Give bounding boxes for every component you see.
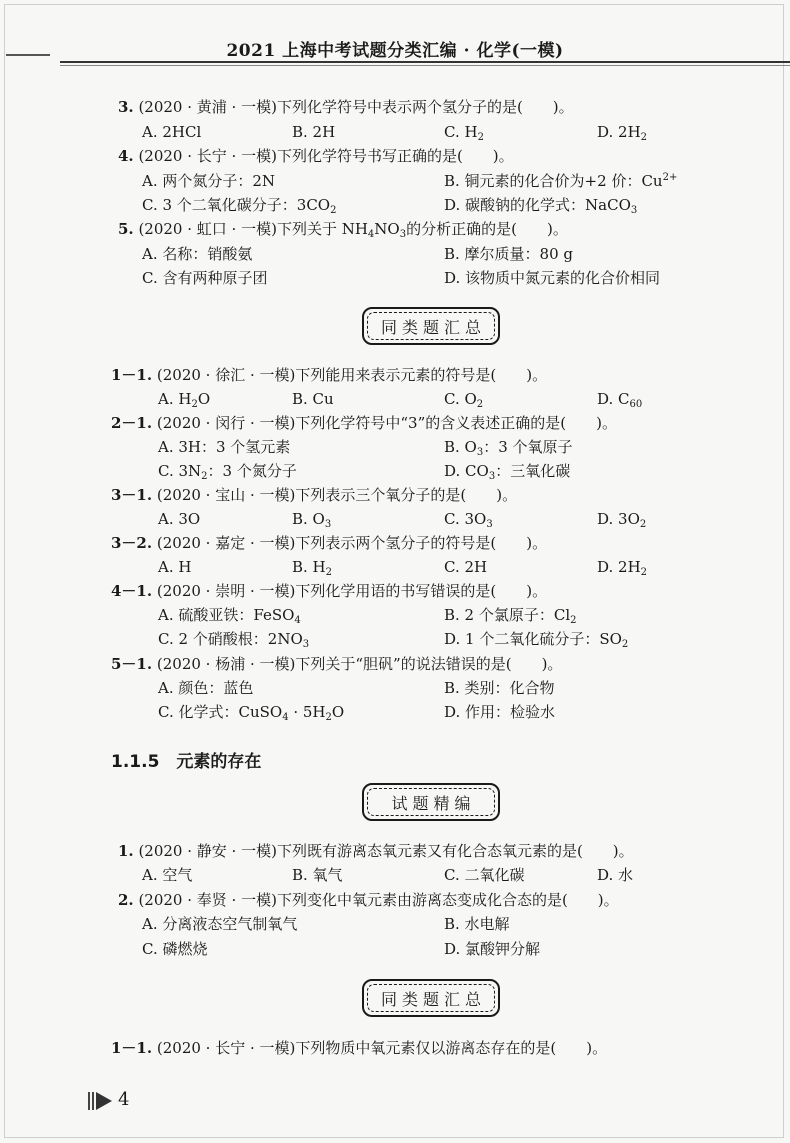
header-rule: [60, 61, 790, 63]
question-2-stem: 2. (2020 · 奉贤 · 一模)下列变化中氧元素由游离态变成化合态的是( )。: [118, 891, 619, 909]
question-3-stem: 3. (2020 · 黄浦 · 一模)下列化学符号中表示两个氢分子的是( )。: [118, 98, 574, 116]
s31-option-d: D. $3O_2$: [597, 510, 647, 530]
q4-option-d: D. 碳酸钠的化学式：NaCO$_3$: [444, 196, 638, 216]
e1-option-c: C. 二氧化碳: [444, 866, 525, 884]
page-header-title: 2021 上海中考试题分类汇编 · 化学(一模): [226, 41, 564, 61]
question-5-stem: 5. (2020 · 虹口 · 一模)下列关于 $NH_4NO_3$的分析正确的是( )。: [118, 220, 568, 240]
q4-option-a: A. 两个氮分子：2N: [142, 172, 276, 190]
s32-option-a: A. H: [158, 558, 192, 576]
s11-option-d: D. $C_{60}$: [597, 390, 643, 410]
similar-1-1-stem: 1－1. (2020 · 徐汇 · 一模)下列能用来表示元素的符号是( )。: [111, 366, 548, 384]
s41-option-c: C. 2 个硝酸根：$2NO_3$: [158, 630, 310, 650]
q5-option-c: C. 含有两种原子团: [142, 269, 268, 287]
e1-option-b: B. 氧气: [292, 866, 343, 884]
similar-3-2-stem: 3－2. (2020 · 嘉定 · 一模)下列表示两个氢分子的符号是( )。: [111, 534, 548, 552]
e2-option-a: A. 分离液态空气制氧气: [142, 915, 298, 933]
similar-2-1-stem: 2－1. (2020 · 闵行 · 一模)下列化学符号中“3”的含义表述正确的是( )。: [111, 414, 617, 432]
q3-option-b: B. 2H: [292, 123, 336, 141]
s21-option-a: A. 3H：3 个氢元素: [158, 438, 291, 456]
q5-option-b: B. 摩尔质量：80 g: [444, 245, 574, 263]
s11-option-b: B. Cu: [292, 390, 334, 408]
similar-1-1-stem-2: 1－1. (2020 · 长宁 · 一模)下列物质中氧元素仅以游离态存在的是( )。: [111, 1039, 608, 1057]
s11-option-c: C. $O_2$: [444, 390, 484, 410]
e2-option-b: B. 水电解: [444, 915, 510, 933]
s32-option-b: B. $H_2$: [292, 558, 333, 578]
header-rule-thin: [60, 65, 790, 66]
q3-option-a: A. 2HCl: [142, 123, 202, 141]
e2-option-d: D. 氯酸钾分解: [444, 940, 541, 958]
s11-option-a: A. $H_2O$: [158, 390, 211, 410]
page-number: 4: [118, 1089, 130, 1110]
similar-questions-banner-2: [362, 979, 500, 1017]
section-number: 1.1.5: [111, 752, 160, 772]
similar-5-1-stem: 5－1. (2020 · 杨浦 · 一模)下列关于“胆矾”的说法错误的是( )。: [111, 655, 563, 673]
q5-option-d: D. 该物质中氮元素的化合价相同: [444, 269, 661, 287]
similar-4-1-stem: 4－1. (2020 · 崇明 · 一模)下列化学用语的书写错误的是( )。: [111, 582, 548, 600]
banner-label: 试题精编: [391, 793, 476, 813]
s31-option-c: C. $3O_3$: [444, 510, 493, 530]
s21-option-d: D. $CO_3$：三氧化碳: [444, 462, 571, 482]
page-arrow-icon: [88, 1090, 114, 1112]
banner-label: 同类题汇总: [380, 989, 486, 1009]
q3-option-d: D. $2H_2$: [597, 123, 648, 143]
s32-option-d: D. $2H_2$: [597, 558, 648, 578]
s51-option-c: C. 化学式：CuSO$_4$ · $5H_2O$: [158, 703, 345, 723]
question-4-stem: 4. (2020 · 长宁 · 一模)下列化学符号书写正确的是( )。: [118, 147, 514, 165]
selected-questions-banner: [362, 783, 500, 821]
s41-option-b: B. 2 个氯原子：$Cl_2$: [444, 606, 577, 626]
q3-option-c: C. $H_2$: [444, 123, 484, 143]
section-title: 元素的存在: [176, 752, 262, 772]
s31-option-a: A. 3O: [158, 510, 201, 528]
e2-option-c: C. 磷燃烧: [142, 940, 208, 958]
s41-option-d: D. 1 个二氧化硫分子：$SO_2$: [444, 630, 629, 650]
banner-label: 同类题汇总: [380, 317, 486, 337]
s21-option-b: B. $O_3$：3 个氧原子: [444, 438, 573, 458]
s32-option-c: C. 2H: [444, 558, 488, 576]
e1-option-a: A. 空气: [142, 866, 193, 884]
s51-option-d: D. 作用：检验水: [444, 703, 556, 721]
q5-option-a: A. 名称：销酸氨: [142, 245, 253, 263]
s41-option-a: A. 硫酸亚铁：FeSO$_4$: [158, 606, 301, 626]
s51-option-a: A. 颜色：蓝色: [158, 679, 254, 697]
q4-option-c: C. 3 个二氧化碳分子：$3CO_2$: [142, 196, 337, 216]
question-1-stem: 1. (2020 · 静安 · 一模)下列既有游离态氧元素又有化合态氧元素的是( )。: [118, 842, 634, 860]
similar-3-1-stem: 3－1. (2020 · 宝山 · 一模)下列表示三个氧分子的是( )。: [111, 486, 518, 504]
q4-option-b: B. 铜元素的化合价为+2 价：$Cu^{2+}$: [444, 172, 678, 190]
s21-option-c: C. $3N_2$：3 个氮分子: [158, 462, 297, 482]
e1-option-d: D. 水: [597, 866, 634, 884]
s51-option-b: B. 类别：化合物: [444, 679, 555, 697]
s31-option-b: B. $O_3$: [292, 510, 332, 530]
section-heading: [111, 750, 261, 774]
similar-questions-banner: [362, 307, 500, 345]
